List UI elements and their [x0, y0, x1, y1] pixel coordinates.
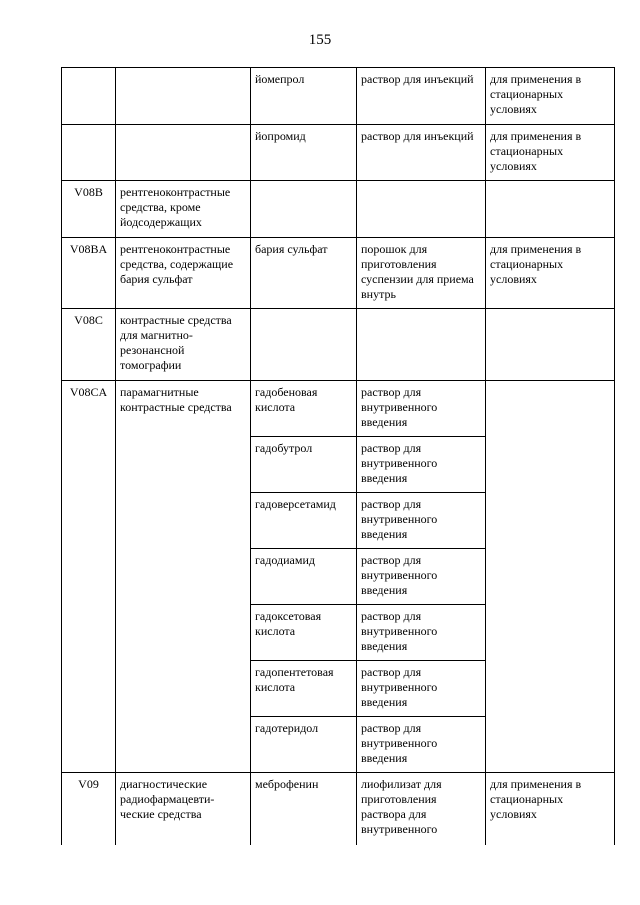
atc-code-cell [62, 125, 116, 181]
form-cell: раствор для внутривенного введения [357, 381, 486, 437]
group-cell: диагностические радиофармацевти-ческие средства [116, 773, 251, 845]
group-cell: контрастные средства для магнитно-резонансной томографии [116, 309, 251, 381]
table-row [62, 181, 615, 238]
note-cell: для применения в стационарных условиях [486, 68, 615, 125]
drug-cell: гадобеновая кислота [251, 381, 357, 437]
form-cell: раствор для инъекций [357, 125, 486, 181]
form-cell: раствор для внутривенного введения [357, 661, 486, 717]
form-cell: лиофилизат для приготовления раствора для внутривенного [357, 773, 486, 845]
table-row [62, 68, 615, 125]
atc-code-cell: V08C [62, 309, 116, 381]
form-cell: раствор для внутривенного введения [357, 717, 486, 773]
note-cell: для применения в стационарных условиях [486, 238, 615, 309]
atc-code-cell: V08CA [62, 381, 116, 773]
drug-cell: гадотеридол [251, 717, 357, 773]
group-cell: парамагнитные контрастные средства [116, 381, 251, 773]
atc-code-cell: V09 [62, 773, 116, 845]
group-cell: рентгеноконтрастные средства, кроме йодсодержащих [116, 181, 251, 238]
note-cell: для применения в стационарных условиях [486, 773, 615, 845]
drug-cell [251, 309, 357, 381]
drug-table [61, 67, 615, 845]
group-cell: рентгеноконтрастные средства, содержащие бария сульфат [116, 238, 251, 309]
note-cell [486, 309, 615, 381]
drug-cell: меброфенин [251, 773, 357, 845]
form-cell: раствор для внутривенного введения [357, 437, 486, 493]
form-cell: раствор для инъекций [357, 68, 486, 125]
form-cell [357, 181, 486, 238]
note-cell [486, 381, 615, 773]
drug-cell: гадоксетовая кислота [251, 605, 357, 661]
table-row [62, 238, 615, 309]
form-cell: раствор для внутривенного введения [357, 493, 486, 549]
drug-cell: йопромид [251, 125, 357, 181]
form-cell: раствор для внутривенного введения [357, 549, 486, 605]
drug-cell: йомепрол [251, 68, 357, 125]
note-cell: для применения в стационарных условиях [486, 125, 615, 181]
drug-cell: гадопентетовая кислота [251, 661, 357, 717]
table-row [62, 773, 615, 845]
table-row [62, 381, 615, 437]
table-row [62, 309, 615, 381]
form-cell [357, 309, 486, 381]
group-cell [116, 125, 251, 181]
atc-code-cell: V08BA [62, 238, 116, 309]
drug-cell: гадодиамид [251, 549, 357, 605]
form-cell: раствор для внутривенного введения [357, 605, 486, 661]
group-cell [116, 68, 251, 125]
drug-cell: бария сульфат [251, 238, 357, 309]
drug-cell [251, 181, 357, 238]
atc-code-cell [62, 68, 116, 125]
atc-code-cell: V08B [62, 181, 116, 238]
form-cell: порошок для приготовления суспензии для приема внутрь [357, 238, 486, 309]
table-row [62, 125, 615, 181]
drug-cell: гадобутрол [251, 437, 357, 493]
page-number: 155 [308, 32, 332, 48]
drug-cell: гадоверсетамид [251, 493, 357, 549]
note-cell [486, 181, 615, 238]
